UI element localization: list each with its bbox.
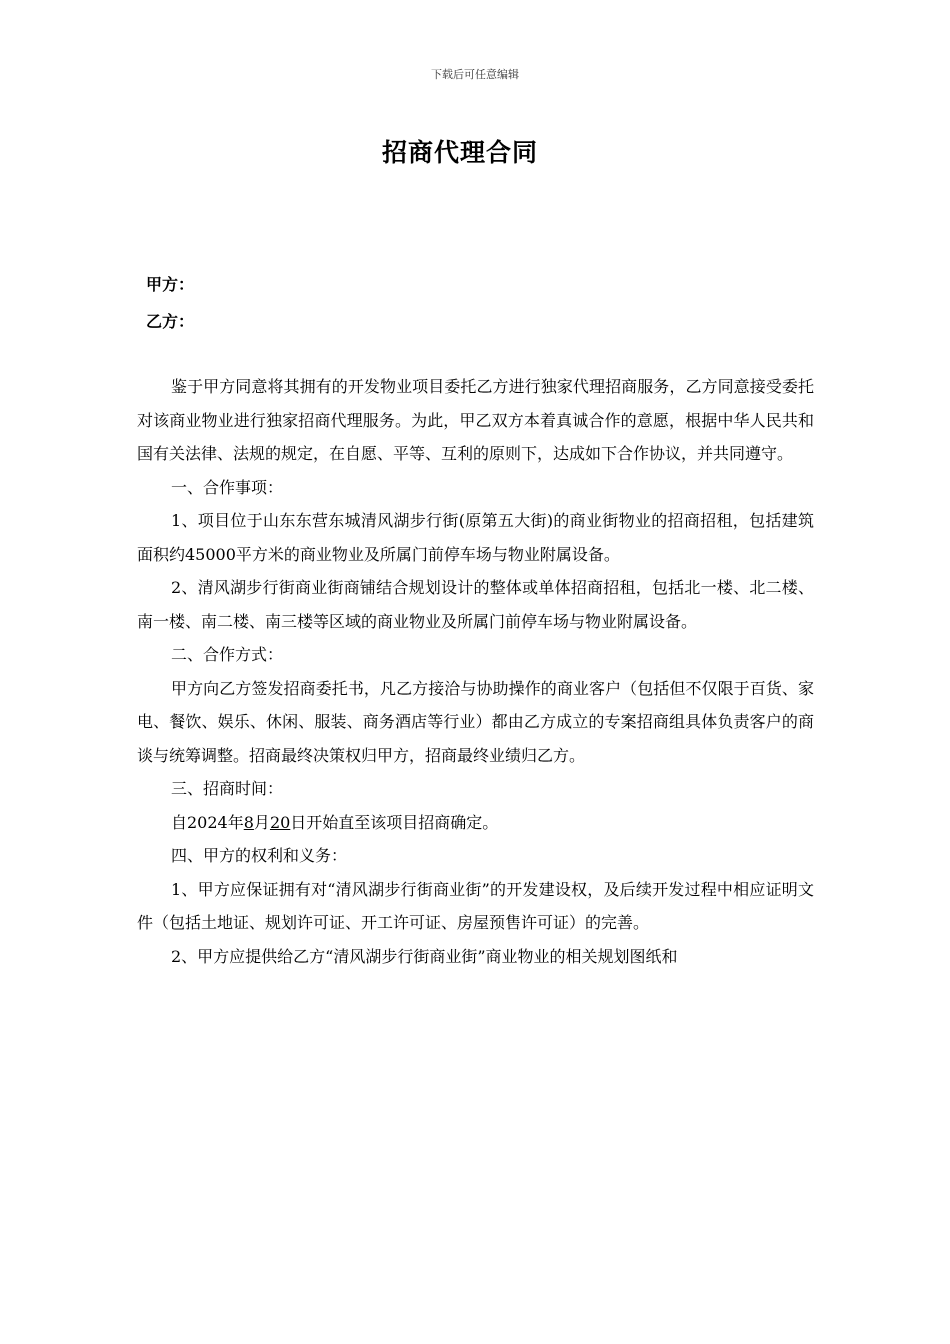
section-4-item-2: 2、甲方应提供给乙方“清风湖步行街商业街”商业物业的相关规划图纸和 (171, 946, 678, 966)
section-3-prefix: 自2024年 (171, 812, 244, 832)
section-1-item-1: 1、项目位于山东东营东城清风湖步行街(原第五大街)的商业街物业的招商招租，包括建筑面积约45000平方米的商业物业及所属门前停车场与物业附属设备。 (137, 511, 814, 564)
start-day: 20 (269, 812, 291, 832)
section-2-body: 甲方向乙方签发招商委托书，凡乙方接洽与协助操作的商业客户（包括但不仅限于百货、家电、餐饮、娱乐、休闲、服装、商务酒店等行业）都由乙方成立的专案招商组具体负责客户的商谈与统筹调整。招商最终决策权归甲方，招商最终业绩归乙方。 (137, 678, 814, 765)
section-1-heading: 一、合作事项： (171, 477, 284, 497)
start-month: 8 (243, 812, 254, 832)
intro-paragraph: 鉴于甲方同意将其拥有的开发物业项目委托乙方进行独家代理招商服务，乙方同意接受委托对该商业物业进行独家招商代理服务。为此，甲乙双方本着真诚合作的意愿，根据中华人民共和国有关法律、法规的规定，在自愿、平等、互利的原则下，达成如下合作协议，并共同遵守。 (137, 377, 814, 463)
section-3-body (137, 806, 814, 840)
party-b-label: 乙方： (146, 312, 195, 331)
document-title: 招商代理合同 (381, 138, 538, 167)
contract-body (137, 370, 814, 973)
section-3-suffix: 日开始直至该项目招商确定。 (290, 812, 499, 832)
section-1-item-2: 2、清风湖步行街商业街商铺结合规划设计的整体或单体招商招租，包括北一楼、北二楼、南一楼、南二楼、南三楼等区域的商业物业及所属门前停车场与物业附属设备。 (137, 578, 814, 631)
month-unit: 月 (253, 812, 270, 832)
party-a-label: 甲方： (146, 275, 195, 294)
section-3-heading: 三、招商时间： (171, 779, 284, 798)
header-note: 下载后可任意编辑 (431, 68, 519, 81)
section-4-heading: 四、甲方的权利和义务： (171, 846, 348, 865)
section-2-heading: 二、合作方式： (171, 645, 284, 664)
section-4-item-1: 1、甲方应保证拥有对“清风湖步行街商业街”的开发建设权，及后续开发过程中相应证明文件（包括土地证、规划许可证、开工许可证、房屋预售许可证）的完善。 (137, 879, 814, 932)
